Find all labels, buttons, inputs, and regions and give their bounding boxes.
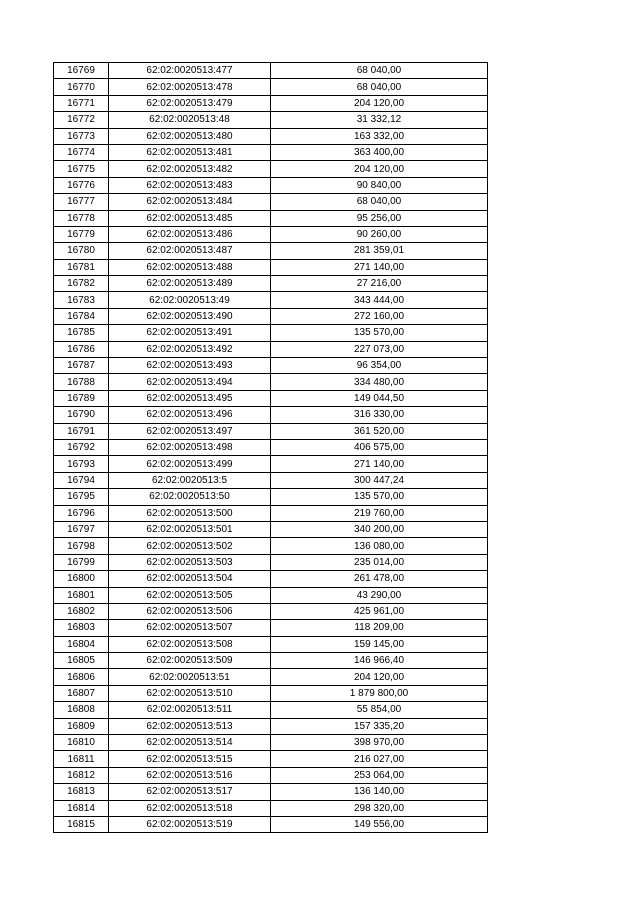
table-row: [54, 571, 488, 587]
row-number-cell: 16790: [54, 407, 109, 423]
table-row: [54, 128, 488, 144]
cadastral-number-cell: 62:02:0020513:501: [109, 521, 271, 537]
cadastral-number-cell: 62:02:0020513:486: [109, 226, 271, 242]
row-number-cell: 16794: [54, 472, 109, 488]
row-number-cell: 16798: [54, 538, 109, 554]
cadastral-number-cell: 62:02:0020513:48: [109, 112, 271, 128]
row-number-cell: 16769: [54, 63, 109, 79]
cadastral-number-cell: 62:02:0020513:502: [109, 538, 271, 554]
table-row: [54, 620, 488, 636]
row-number-cell: 16793: [54, 456, 109, 472]
row-number-cell: 16771: [54, 95, 109, 111]
cadastral-value-cell: 118 209,00: [271, 620, 488, 636]
cadastral-number-cell: 62:02:0020513:487: [109, 243, 271, 259]
table-row: [54, 685, 488, 701]
cadastral-number-cell: 62:02:0020513:483: [109, 177, 271, 193]
cadastral-number-cell: 62:02:0020513:480: [109, 128, 271, 144]
table-row: [54, 603, 488, 619]
row-number-cell: 16788: [54, 374, 109, 390]
table-row: [54, 358, 488, 374]
row-number-cell: 16797: [54, 521, 109, 537]
row-number-cell: 16774: [54, 144, 109, 160]
row-number-cell: 16786: [54, 341, 109, 357]
row-number-cell: 16803: [54, 620, 109, 636]
cadastral-number-cell: 62:02:0020513:490: [109, 308, 271, 324]
table-row: [54, 390, 488, 406]
cadastral-number-cell: 62:02:0020513:479: [109, 95, 271, 111]
table-row: [54, 489, 488, 505]
cadastral-value-cell: 216 027,00: [271, 751, 488, 767]
cadastral-number-cell: 62:02:0020513:508: [109, 636, 271, 652]
row-number-cell: 16815: [54, 816, 109, 832]
row-number-cell: 16775: [54, 161, 109, 177]
cadastral-value-cell: 219 760,00: [271, 505, 488, 521]
table-row: [54, 505, 488, 521]
cadastral-value-cell: 149 556,00: [271, 816, 488, 832]
row-number-cell: 16776: [54, 177, 109, 193]
row-number-cell: 16792: [54, 439, 109, 455]
table-row: [54, 144, 488, 160]
cadastral-value-cell: 316 330,00: [271, 407, 488, 423]
row-number-cell: 16801: [54, 587, 109, 603]
row-number-cell: 16787: [54, 358, 109, 374]
cadastral-number-cell: 62:02:0020513:491: [109, 325, 271, 341]
cadastral-value-cell: 271 140,00: [271, 259, 488, 275]
table-row: [54, 292, 488, 308]
cadastral-number-cell: 62:02:0020513:498: [109, 439, 271, 455]
table-row: [54, 161, 488, 177]
cadastral-number-cell: 62:02:0020513:492: [109, 341, 271, 357]
table-row: [54, 669, 488, 685]
row-number-cell: 16781: [54, 259, 109, 275]
cadastral-value-cell: 68 040,00: [271, 194, 488, 210]
cadastral-value-cell: 55 854,00: [271, 702, 488, 718]
cadastral-number-cell: 62:02:0020513:50: [109, 489, 271, 505]
row-number-cell: 16808: [54, 702, 109, 718]
cadastral-value-cell: 157 335,20: [271, 718, 488, 734]
table-row: [54, 407, 488, 423]
table-row: [54, 210, 488, 226]
table-row: [54, 456, 488, 472]
cadastral-number-cell: 62:02:0020513:507: [109, 620, 271, 636]
cadastral-value-cell: 340 200,00: [271, 521, 488, 537]
row-number-cell: 16806: [54, 669, 109, 685]
cadastral-value-cell: 253 064,00: [271, 767, 488, 783]
table-row: [54, 325, 488, 341]
cadastral-number-cell: 62:02:0020513:49: [109, 292, 271, 308]
cadastral-value-cell: 204 120,00: [271, 95, 488, 111]
row-number-cell: 16802: [54, 603, 109, 619]
cadastral-number-cell: 62:02:0020513:500: [109, 505, 271, 521]
cadastral-number-cell: 62:02:0020513:504: [109, 571, 271, 587]
cadastral-number-cell: 62:02:0020513:477: [109, 63, 271, 79]
cadastral-value-cell: 227 073,00: [271, 341, 488, 357]
cadastral-number-cell: 62:02:0020513:515: [109, 751, 271, 767]
cadastral-number-cell: 62:02:0020513:505: [109, 587, 271, 603]
row-number-cell: 16791: [54, 423, 109, 439]
cadastral-number-cell: 62:02:0020513:497: [109, 423, 271, 439]
table-row: [54, 374, 488, 390]
cadastral-value-cell: 300 447,24: [271, 472, 488, 488]
cadastral-number-cell: 62:02:0020513:494: [109, 374, 271, 390]
cadastral-number-cell: 62:02:0020513:506: [109, 603, 271, 619]
cadastral-value-cell: 425 961,00: [271, 603, 488, 619]
row-number-cell: 16813: [54, 784, 109, 800]
table-row: [54, 636, 488, 652]
row-number-cell: 16795: [54, 489, 109, 505]
cadastral-value-cell: 90 840,00: [271, 177, 488, 193]
table-row: [54, 587, 488, 603]
cadastral-value-cell: 398 970,00: [271, 735, 488, 751]
row-number-cell: 16782: [54, 276, 109, 292]
cadastral-number-cell: 62:02:0020513:503: [109, 554, 271, 570]
row-number-cell: 16814: [54, 800, 109, 816]
cadastral-number-cell: 62:02:0020513:481: [109, 144, 271, 160]
table-row: [54, 767, 488, 783]
table-row: [54, 472, 488, 488]
row-number-cell: 16770: [54, 79, 109, 95]
cadastral-value-cell: 235 014,00: [271, 554, 488, 570]
row-number-cell: 16789: [54, 390, 109, 406]
cadastral-value-cell: 271 140,00: [271, 456, 488, 472]
table-row: [54, 243, 488, 259]
table-row: [54, 800, 488, 816]
cadastral-value-cell: 90 260,00: [271, 226, 488, 242]
row-number-cell: 16807: [54, 685, 109, 701]
table-row: [54, 112, 488, 128]
table-row: [54, 63, 488, 79]
table-row: [54, 784, 488, 800]
cadastral-value-cell: 281 359,01: [271, 243, 488, 259]
row-number-cell: 16809: [54, 718, 109, 734]
table-row: [54, 538, 488, 554]
cadastral-value-cell: 43 290,00: [271, 587, 488, 603]
cadastral-value-cell: 135 570,00: [271, 325, 488, 341]
cadastral-number-cell: 62:02:0020513:509: [109, 653, 271, 669]
table-row: [54, 702, 488, 718]
cadastral-value-cell: 146 966,40: [271, 653, 488, 669]
cadastral-value-cell: 261 478,00: [271, 571, 488, 587]
cadastral-value-cell: 159 145,00: [271, 636, 488, 652]
cadastral-value-cell: 272 160,00: [271, 308, 488, 324]
table-row: [54, 194, 488, 210]
row-number-cell: 16812: [54, 767, 109, 783]
cadastral-value-cell: 363 400,00: [271, 144, 488, 160]
cadastral-value-cell: 136 080,00: [271, 538, 488, 554]
table-row: [54, 653, 488, 669]
cadastral-value-cell: 204 120,00: [271, 669, 488, 685]
cadastral-number-cell: 62:02:0020513:51: [109, 669, 271, 685]
table-row: [54, 751, 488, 767]
cadastral-value-table: [53, 62, 488, 833]
cadastral-number-cell: 62:02:0020513:488: [109, 259, 271, 275]
cadastral-number-cell: 62:02:0020513:485: [109, 210, 271, 226]
row-number-cell: 16796: [54, 505, 109, 521]
cadastral-value-cell: 68 040,00: [271, 79, 488, 95]
row-number-cell: 16773: [54, 128, 109, 144]
row-number-cell: 16800: [54, 571, 109, 587]
cadastral-number-cell: 62:02:0020513:519: [109, 816, 271, 832]
cadastral-value-cell: 343 444,00: [271, 292, 488, 308]
cadastral-value-cell: 27 216,00: [271, 276, 488, 292]
cadastral-value-cell: 163 332,00: [271, 128, 488, 144]
cadastral-number-cell: 62:02:0020513:516: [109, 767, 271, 783]
row-number-cell: 16778: [54, 210, 109, 226]
table-row: [54, 79, 488, 95]
cadastral-value-cell: 298 320,00: [271, 800, 488, 816]
cadastral-value-cell: 149 044,50: [271, 390, 488, 406]
cadastral-number-cell: 62:02:0020513:495: [109, 390, 271, 406]
cadastral-number-cell: 62:02:0020513:511: [109, 702, 271, 718]
cadastral-number-cell: 62:02:0020513:513: [109, 718, 271, 734]
row-number-cell: 16804: [54, 636, 109, 652]
table-row: [54, 308, 488, 324]
cadastral-value-cell: 31 332,12: [271, 112, 488, 128]
cadastral-number-cell: 62:02:0020513:482: [109, 161, 271, 177]
table-row: [54, 341, 488, 357]
table-row: [54, 521, 488, 537]
cadastral-value-cell: 204 120,00: [271, 161, 488, 177]
cadastral-number-cell: 62:02:0020513:489: [109, 276, 271, 292]
row-number-cell: 16810: [54, 735, 109, 751]
cadastral-value-cell: 334 480,00: [271, 374, 488, 390]
cadastral-number-cell: 62:02:0020513:510: [109, 685, 271, 701]
cadastral-number-cell: 62:02:0020513:5: [109, 472, 271, 488]
row-number-cell: 16785: [54, 325, 109, 341]
cadastral-number-cell: 62:02:0020513:478: [109, 79, 271, 95]
table-row: [54, 276, 488, 292]
cadastral-value-cell: 406 575,00: [271, 439, 488, 455]
table-row: [54, 423, 488, 439]
row-number-cell: 16784: [54, 308, 109, 324]
cadastral-value-cell: 68 040,00: [271, 63, 488, 79]
table-row: [54, 718, 488, 734]
cadastral-value-cell: 136 140,00: [271, 784, 488, 800]
cadastral-number-cell: 62:02:0020513:514: [109, 735, 271, 751]
cadastral-value-cell: 135 570,00: [271, 489, 488, 505]
row-number-cell: 16772: [54, 112, 109, 128]
table-row: [54, 95, 488, 111]
row-number-cell: 16780: [54, 243, 109, 259]
cadastral-number-cell: 62:02:0020513:484: [109, 194, 271, 210]
table-row: [54, 735, 488, 751]
row-number-cell: 16805: [54, 653, 109, 669]
table-body: [54, 63, 488, 833]
cadastral-value-cell: 95 256,00: [271, 210, 488, 226]
cadastral-number-cell: 62:02:0020513:499: [109, 456, 271, 472]
row-number-cell: 16799: [54, 554, 109, 570]
row-number-cell: 16777: [54, 194, 109, 210]
table-row: [54, 226, 488, 242]
cadastral-number-cell: 62:02:0020513:517: [109, 784, 271, 800]
table-row: [54, 439, 488, 455]
table-row: [54, 177, 488, 193]
cadastral-number-cell: 62:02:0020513:518: [109, 800, 271, 816]
row-number-cell: 16783: [54, 292, 109, 308]
table-row: [54, 554, 488, 570]
cadastral-value-cell: 1 879 800,00: [271, 685, 488, 701]
cadastral-number-cell: 62:02:0020513:496: [109, 407, 271, 423]
cadastral-value-cell: 96 354,00: [271, 358, 488, 374]
cadastral-number-cell: 62:02:0020513:493: [109, 358, 271, 374]
cadastral-value-cell: 361 520,00: [271, 423, 488, 439]
row-number-cell: 16779: [54, 226, 109, 242]
table-row: [54, 259, 488, 275]
table-row: [54, 816, 488, 832]
row-number-cell: 16811: [54, 751, 109, 767]
